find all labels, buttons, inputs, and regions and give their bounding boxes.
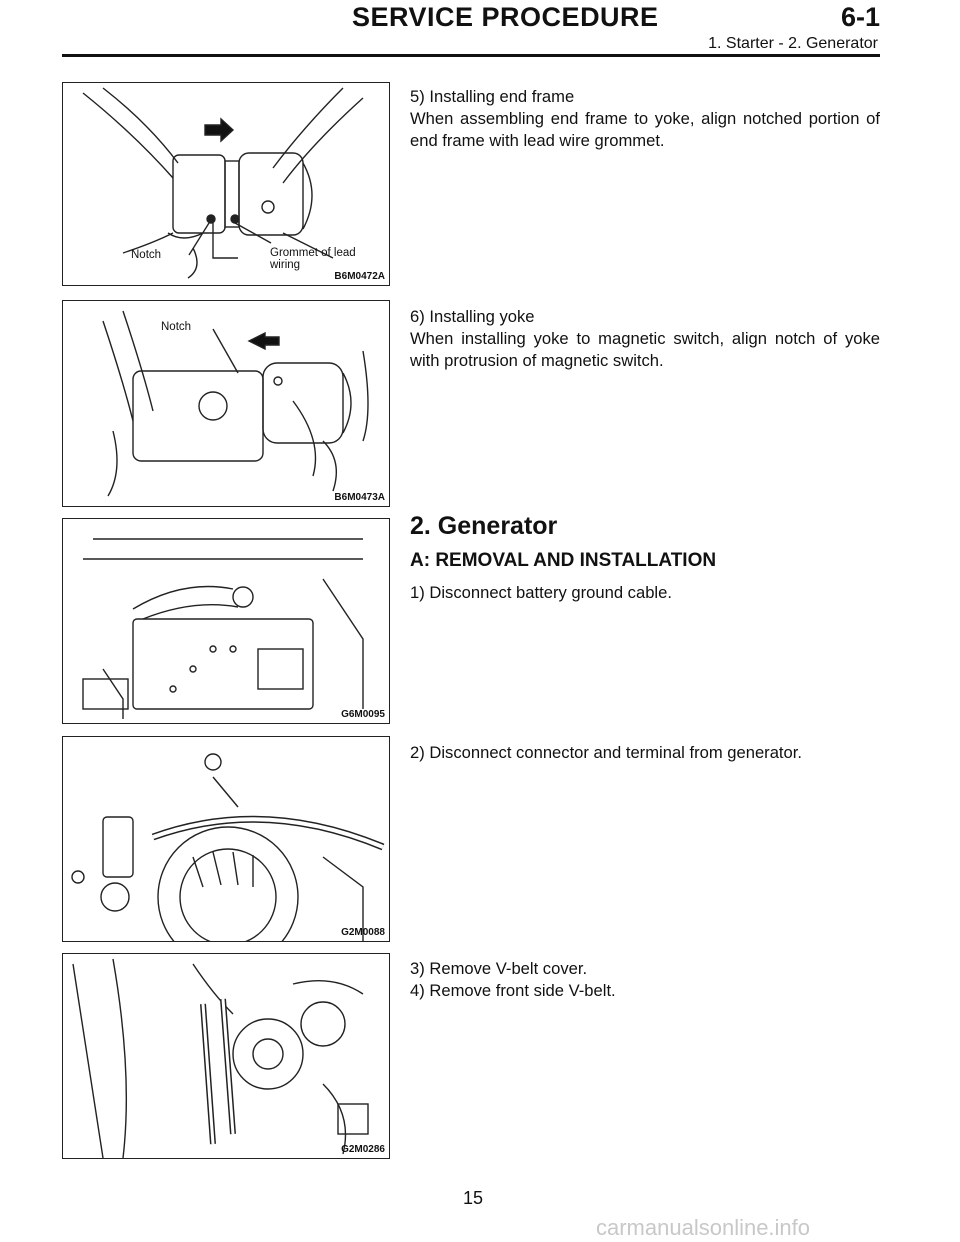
callout-grommet: Grommet of lead — [270, 247, 356, 259]
generator-step-1: 1) Disconnect battery ground cable. — [410, 583, 672, 602]
figure-code: G2M0088 — [341, 927, 385, 938]
generator-step-4: 4) Remove front side V-belt. — [410, 981, 616, 1000]
figure-code: G2M0286 — [341, 1144, 385, 1155]
callout-notch-yoke: Notch — [161, 321, 192, 333]
step-5-title: 5) Installing end frame — [410, 87, 575, 106]
step-6 — [410, 306, 880, 372]
page-header-title: SERVICE PROCEDURE — [352, 2, 659, 32]
figure-end-frame — [62, 82, 390, 286]
connector-illustration — [63, 737, 389, 941]
figure-code: G6M0095 — [341, 709, 385, 720]
step-5-body: When assembling end frame to yoke, align notched portion of end frame with lead wire grommet. — [410, 109, 880, 150]
callout-notch: Notch — [131, 249, 162, 261]
figure-yoke — [62, 300, 390, 507]
header-rule — [62, 54, 880, 57]
page-header-subtitle: 1. Starter - 2. Generator — [708, 35, 878, 52]
generator-steps-3-4 — [410, 958, 880, 1002]
generator-step-2: 2) Disconnect connector and terminal from generator. — [410, 743, 802, 762]
subsection-heading: A: REMOVAL AND INSTALLATION — [410, 550, 717, 571]
step-5 — [410, 86, 880, 152]
callout-wiring: wiring — [270, 259, 301, 271]
figure-v-belt — [62, 953, 390, 1159]
battery-illustration — [63, 519, 389, 723]
v-belt-illustration — [63, 954, 389, 1158]
step-6-body: When installing yoke to magnetic switch, align notch of yoke with protrusion of magnetic switch. — [410, 329, 880, 370]
yoke-illustration — [63, 301, 389, 506]
figure-battery — [62, 518, 390, 724]
watermark: carmanualsonline.info — [596, 1215, 811, 1240]
figure-code: B6M0473A — [334, 492, 385, 503]
page-number: 15 — [463, 1188, 484, 1208]
generator-step-3: 3) Remove V-belt cover. — [410, 959, 588, 978]
section-heading: 2. Generator — [410, 512, 558, 540]
step-6-title: 6) Installing yoke — [410, 307, 535, 326]
section-number: 6-1 — [840, 2, 880, 32]
figure-code: B6M0472A — [334, 271, 385, 282]
figure-connector — [62, 736, 390, 942]
